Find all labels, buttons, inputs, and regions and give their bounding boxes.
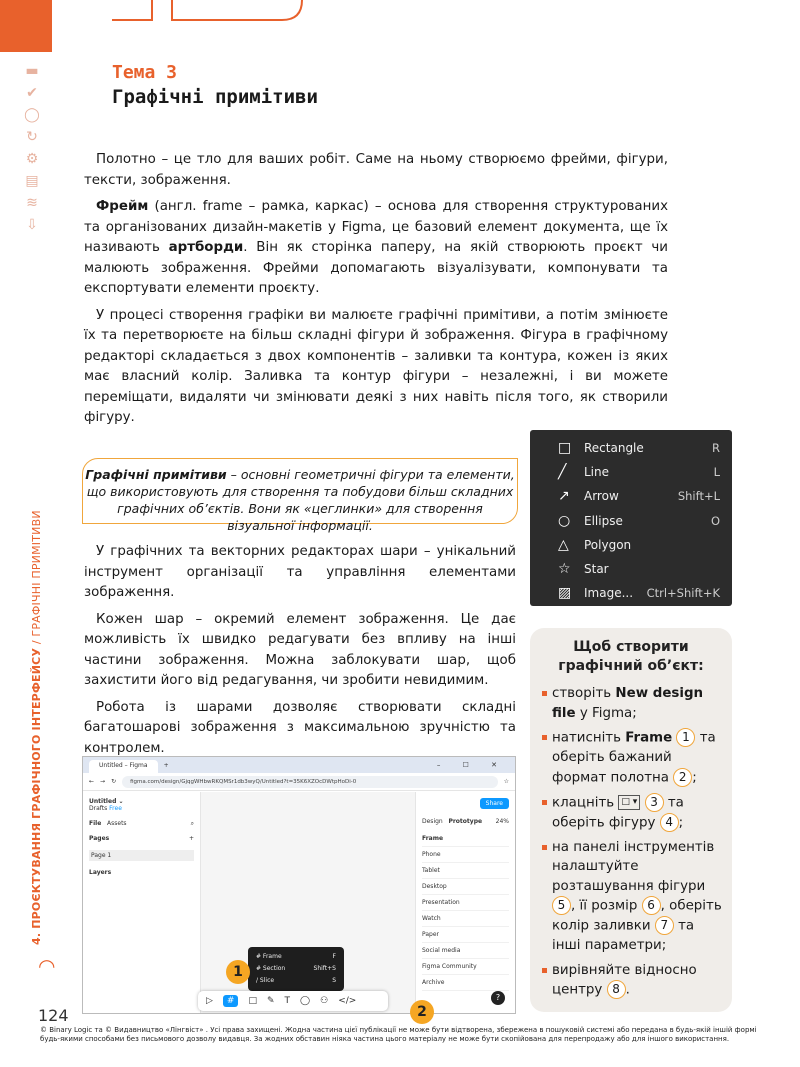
- figma-right-panel: Share Design Prototype 24% Frame Phone Tablet Desktop Presentation Watch Paper Social media Figma Community Archive: [415, 792, 515, 1013]
- frame-tool-icon[interactable]: #: [223, 995, 239, 1007]
- document-icon: ▤: [25, 173, 39, 189]
- resources-tool-icon[interactable]: ⚇: [320, 996, 329, 1006]
- forward-icon[interactable]: →: [100, 778, 106, 785]
- callout-number: 7: [655, 916, 674, 935]
- steps-title: Щоб створити графічний об’єкт:: [558, 639, 704, 674]
- frame-preset[interactable]: Phone: [422, 847, 509, 863]
- new-tab-button[interactable]: +: [163, 761, 169, 769]
- paragraph-layers-work: Робота із шарами дозволяє створювати складні багатошарові зображення з максимальною зручністю та контролем.: [84, 699, 516, 756]
- address-bar: [83, 773, 515, 791]
- vertical-section-title: 4. ПРОЄКТУВАННЯ ГРАФІЧНОГО ІНТЕРФЕЙСУ / ГРАФІЧНІ ПРИМІТИВИ: [30, 510, 43, 945]
- pen-tool-icon[interactable]: ✎: [266, 996, 275, 1006]
- file-name[interactable]: Untitled ⌄: [89, 798, 124, 805]
- frame-preset[interactable]: Presentation: [422, 895, 509, 911]
- left-decor-icons: [14, 60, 50, 236]
- figma-screenshot: [82, 756, 516, 1014]
- polygon-icon: △: [558, 536, 569, 553]
- frame-preset[interactable]: Tablet: [422, 863, 509, 879]
- move-tool-icon[interactable]: ▷: [206, 996, 213, 1006]
- frame-preset[interactable]: Desktop: [422, 879, 509, 895]
- definition-box: [82, 458, 518, 533]
- callout-number: 5: [552, 896, 571, 915]
- figma-left-panel: Untitled ⌄ Drafts Free File Assets ⌕ Pages + Page 1 Layers: [83, 792, 201, 1013]
- paragraph-layers-intro: У графічних та векторних редакторах шари – унікальний інструмент організації та управління елементами зображення.: [84, 544, 516, 600]
- menu-item-frame[interactable]: # Frame F: [256, 953, 336, 960]
- callout-number: 4: [660, 813, 679, 832]
- rectangle-tool-icon: □ ▾: [618, 795, 640, 810]
- star-icon: ☆: [558, 561, 571, 578]
- callout-badge-2: 2: [410, 1000, 434, 1024]
- orange-corner: [0, 0, 52, 52]
- callout-number: 2: [673, 768, 692, 787]
- callout-number: 1: [676, 728, 695, 747]
- figma-toolbar: [198, 991, 388, 1011]
- gear-icon: ⚙: [25, 151, 39, 167]
- reload-icon[interactable]: ↻: [111, 778, 117, 785]
- help-icon[interactable]: ?: [491, 991, 505, 1005]
- file-tab[interactable]: File: [89, 820, 102, 827]
- copyright-footer: © Binary Logic та © Видавництво «Лінгвіст» . Усі права захищені. Жодна частина цієї публікації не може бути відтворена, збережена в пошуковій системі або передана в будь-якій іншій формі будь-якими способами без письмового дозволу видавця. За жодних обставин ніяка частина цього матеріалу не може бути скопійована для перепродажу або для іншого використання.: [40, 1026, 757, 1043]
- steps-list: [540, 684, 722, 1000]
- wifi-icon: ≋: [26, 195, 38, 211]
- frame-preset[interactable]: Archive: [422, 975, 509, 991]
- comment-tool-icon[interactable]: ◯: [300, 996, 311, 1006]
- callout-number: 6: [642, 896, 661, 915]
- url-field[interactable]: figma.com/design/GjqgWHbwRKQMSr1db3wyQ/Untitled?t=35K6XZOcDWtpHoDi-0: [122, 776, 498, 788]
- frame-tool-menu: [248, 947, 344, 991]
- image-icon: ▨: [558, 585, 572, 602]
- search-icon[interactable]: ⌕: [190, 820, 194, 827]
- back-icon[interactable]: ←: [89, 778, 95, 785]
- menu-item-image[interactable]: ▨ Image... Ctrl+Shift+K: [558, 585, 720, 602]
- topic-label: Тема 3: [112, 62, 178, 83]
- ellipse-icon: ○: [558, 512, 571, 529]
- menu-item-polygon[interactable]: △ Polygon: [558, 536, 632, 553]
- menu-item-section[interactable]: # Section Shift+S: [256, 965, 336, 972]
- paragraph-primitives: У процесі створення графіки ви малюєте графічні примітиви, а потім змінюєте їх та перетворюєте на більш складні фігури й зображення. Фігура в графічному редакторі складається з двох компонентів – заливки та контура, кожен із яких має власний колір. Заливка та контур фігури – незалежні, і ви можете переміщати, видаляти чи змінювати деякі з них навіть після того, як створили фігуру.: [84, 307, 668, 425]
- add-page-icon[interactable]: +: [188, 835, 194, 842]
- text-tool-icon[interactable]: T: [284, 996, 291, 1006]
- topic-title: Графічні примітиви: [112, 86, 318, 108]
- layers-text: [84, 542, 516, 765]
- browser-tab[interactable]: Untitled – Figma: [89, 760, 158, 773]
- paragraph-frame: Фрейм (англ. frame – рамка, каркас) – основа для створення структурованих та організованих дизайн-макетів у Figma, це базовий елемент документа, ще їх називають артборди. Він як сторінка паперу, на якій створюють проєкт чи малюють зображення. Фрейми допомагають візуалізувати, компонувати та експортувати елементи проєкту.: [84, 199, 668, 296]
- menu-item-arrow[interactable]: ↗ Arrow Shift+L: [558, 488, 720, 505]
- refresh-icon: ↻: [26, 129, 38, 145]
- callout-number: 3: [645, 793, 664, 812]
- zoom-level[interactable]: 24%: [495, 818, 509, 825]
- frame-preset[interactable]: Paper: [422, 927, 509, 943]
- paragraph-canvas: Полотно – це тло для ваших робіт. Саме на ньому створюємо фрейми, фігури, тексти, зображення.: [84, 152, 668, 188]
- step-5: вирівняйте відносно центру 8 .: [540, 961, 722, 1001]
- dev-mode-icon[interactable]: </>: [338, 996, 357, 1006]
- steps-box: [530, 628, 732, 1012]
- wifi-icon: ◠: [38, 954, 56, 978]
- check-icon: ✔: [26, 85, 38, 101]
- shape-tool-icon[interactable]: □: [248, 996, 257, 1006]
- callout-number: 8: [607, 980, 626, 999]
- star-icon[interactable]: ☆: [503, 778, 509, 785]
- frame-preset[interactable]: Watch: [422, 911, 509, 927]
- share-button[interactable]: Share: [480, 798, 509, 809]
- definition-term: Графічні примітиви: [85, 467, 227, 482]
- folder-icon: ▬: [25, 63, 39, 79]
- step-2: натисніть Frame 1 та оберіть бажаний формат полотна 2 ;: [540, 728, 722, 788]
- line-icon: ╱: [558, 464, 567, 481]
- step-4: на панелі інструментів налаштуйте розташування фігури 5 , її розмір 6 , оберіть колір заливки 7 та інші параметри;: [540, 838, 722, 956]
- prototype-tab[interactable]: Prototype: [448, 818, 483, 825]
- rectangle-icon: □: [558, 440, 572, 457]
- page-item[interactable]: Page 1: [89, 850, 194, 861]
- menu-item-line[interactable]: ╱ Line L: [558, 464, 720, 481]
- window-controls[interactable]: – ☐ ✕: [436, 761, 507, 769]
- menu-item-star[interactable]: ☆ Star: [558, 561, 609, 578]
- browser-tabbar: [83, 757, 515, 773]
- intro-text: [84, 150, 668, 435]
- frame-preset[interactable]: Figma Community: [422, 959, 509, 975]
- paragraph-layers-each: Кожен шар – окремий елемент зображення. Це дає можливість їх швидко редагувати без впливу на інші частини зображення. Можна заблокувати шар, щоб захистити його від редагування, чи зробити невидимим.: [84, 611, 516, 688]
- step-3: клацніть □ ▾ 3 та оберіть фігуру 4 ;: [540, 793, 722, 833]
- menu-item-rectangle[interactable]: □ Rectangle R: [558, 440, 720, 457]
- menu-item-slice[interactable]: / Slice S: [256, 977, 336, 984]
- step-1: створіть New design file у Figma;: [540, 684, 722, 723]
- definition-text: – основні геометричні фігури та елементи, що використовують для створення та побудови більш складних графічних об’єктів. Вони як «цеглинки» для створення візуальної інформації.: [86, 467, 515, 533]
- shapes-menu: [530, 430, 732, 606]
- topic-header: [112, 62, 318, 108]
- pin-icon: ◯: [24, 107, 40, 123]
- menu-item-ellipse[interactable]: ○ Ellipse O: [558, 512, 720, 529]
- design-tab[interactable]: Design: [422, 818, 443, 825]
- callout-badge-1: 1: [226, 960, 250, 984]
- frame-preset[interactable]: Social media: [422, 943, 509, 959]
- assets-tab[interactable]: Assets: [107, 820, 127, 827]
- download-icon: ⇩: [26, 217, 38, 233]
- arrow-icon: ↗: [558, 488, 570, 505]
- page-number: 124: [38, 1006, 69, 1025]
- header-decoration: [112, 0, 332, 50]
